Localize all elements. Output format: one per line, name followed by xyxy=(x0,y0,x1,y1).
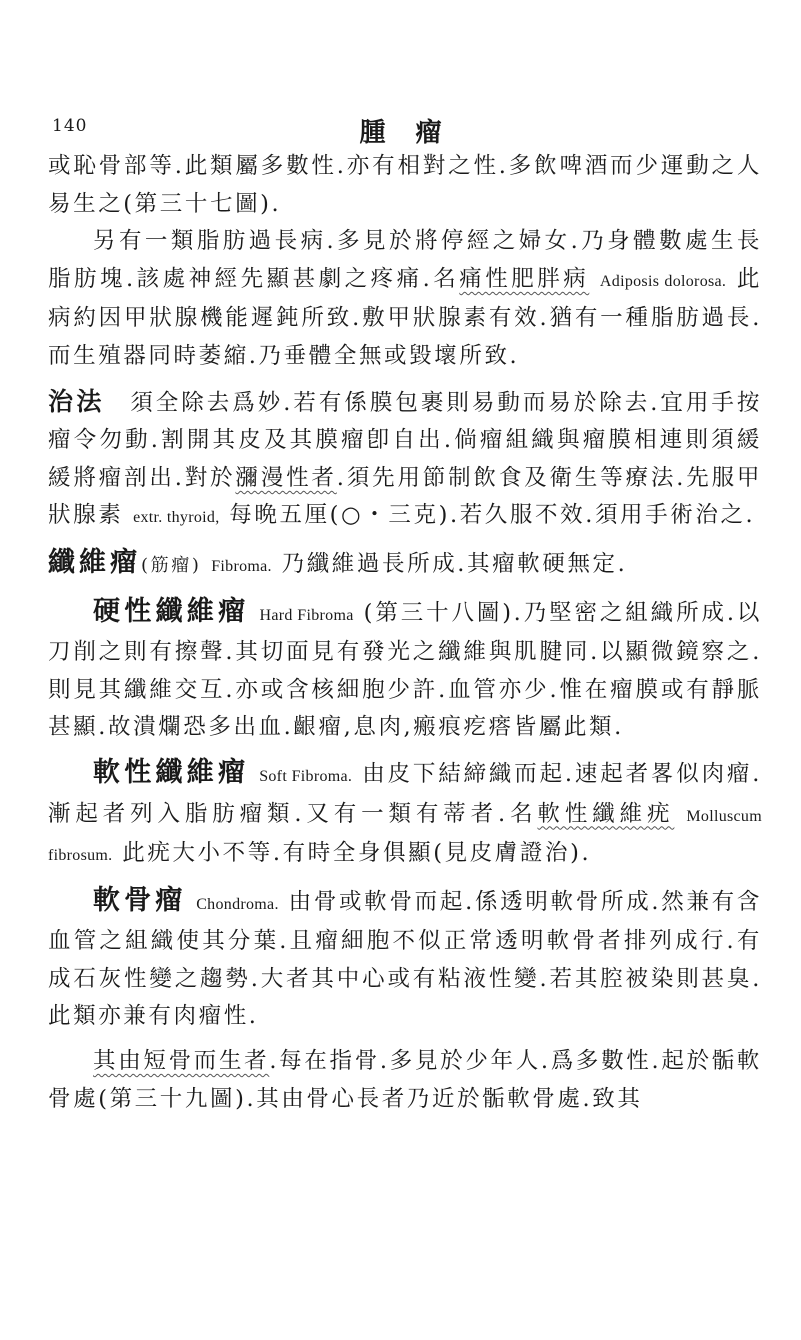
paragraph-3 xyxy=(48,383,762,537)
p6-text-b: 此疣大小不等.有時全身俱顯(見皮膚證治). xyxy=(122,840,592,867)
p2-latin: Adiposis dolorosa. xyxy=(599,272,727,290)
p6-text-a: 由皮下結締織而起.速起者畧似肉瘤.漸起者列入脂肪瘤類.又有一類有蒂者.名 xyxy=(48,760,762,827)
paragraph-8 xyxy=(48,1043,762,1118)
p4-paren: (筋瘤) xyxy=(141,554,202,576)
p8-term: 其由短骨而生者 xyxy=(93,1048,270,1075)
page-number: 140 xyxy=(52,116,88,136)
p7-latin: Chondroma. xyxy=(196,895,279,913)
p6-heading: 軟性纖維瘤 xyxy=(93,756,250,788)
p3-text-c: 每晩五厘(○・三克).若久服不效.須用手術治之. xyxy=(229,502,756,529)
body-text xyxy=(48,148,762,1118)
p8-text: .每在指骨.多見於少年人.爲多數性.起於骺軟骨處(第三十九圖).其由骨心長者乃近於骺軟骨處.致其 xyxy=(48,1048,763,1112)
paragraph-7 xyxy=(48,882,762,1036)
p6-term: 軟性纖維疣 xyxy=(537,800,675,827)
p3-text-a: 須全除去爲妙.若有係膜包裹則易動而易於除去.宜用手按瘤令勿動.割開其皮及其膜瘤卽自出.倘瘤組織與瘤膜相連則須緩緩將瘤剖出.對於 xyxy=(48,389,762,491)
paragraph-1: 或恥骨部等.此類屬多數性.亦有相對之性.多飲啤酒而少運動之人易生之(第三十七圖). xyxy=(48,153,762,217)
p6-latin-2: Molluscum fibrosum. xyxy=(48,807,762,865)
p5-text: (第三十八圖).乃堅密之組織所成.以刀削之則有擦聲.其切面見有發光之纖維與肌腱同.以顯微鏡察之.則見其纖維交互.亦或含核細胞少許.血管亦少.惟在瘤膜或有靜脈甚顯.故潰爛恐多出血.齦瘤,息肉,瘢痕疙瘩皆屬此類. xyxy=(48,599,762,741)
p4-latin: Fibroma. xyxy=(211,557,272,575)
p2-text-b: 此病約因甲狀腺機能遲鈍所致.敷甲狀腺素有效.猶有一種脂肪過長.而生殖器同時萎縮.乃垂體全無或毀壞所致. xyxy=(48,265,762,369)
p5-latin: Hard Fibroma xyxy=(259,606,354,624)
paragraph-2 xyxy=(48,223,762,375)
paragraph-6 xyxy=(48,754,762,875)
running-head: 腫瘤 xyxy=(359,118,472,148)
p3-heading: 治法 xyxy=(48,386,105,416)
p3-text-b: .須先用節制飲食及衛生等療法.先服甲狀腺素 xyxy=(48,464,763,529)
p2-text-a: 另有一類脂肪過長病.多見於將停經之婦女.乃身體數處生長脂肪塊.該處神經先顯甚劇之疼痛.名 xyxy=(48,228,762,292)
p4-text: 乃纖維過長所成.其瘤軟硬無定. xyxy=(281,550,628,577)
paragraph-4 xyxy=(48,544,762,586)
paragraph-5 xyxy=(48,593,762,747)
p7-text: 由骨或軟骨而起.係透明軟骨所成.然兼有含血管之組織使其分葉.且瘤細胞不似正常透明軟骨者排列成行.有成石灰性變之趨勢.大者其中心或有粘液性變.若其腔被染則甚臭.此類亦兼有肉瘤性. xyxy=(48,888,762,1030)
p3-term: 瀰漫性者 xyxy=(235,464,337,491)
p5-heading: 硬性纖維瘤 xyxy=(93,595,250,627)
p3-latin: extr. thyroid, xyxy=(133,509,220,527)
p7-heading: 軟骨瘤 xyxy=(93,884,187,916)
p4-heading: 纖維瘤 xyxy=(48,546,141,578)
p2-term: 痛性肥胖病 xyxy=(459,265,590,292)
p6-latin: Soft Fibroma. xyxy=(259,767,353,785)
